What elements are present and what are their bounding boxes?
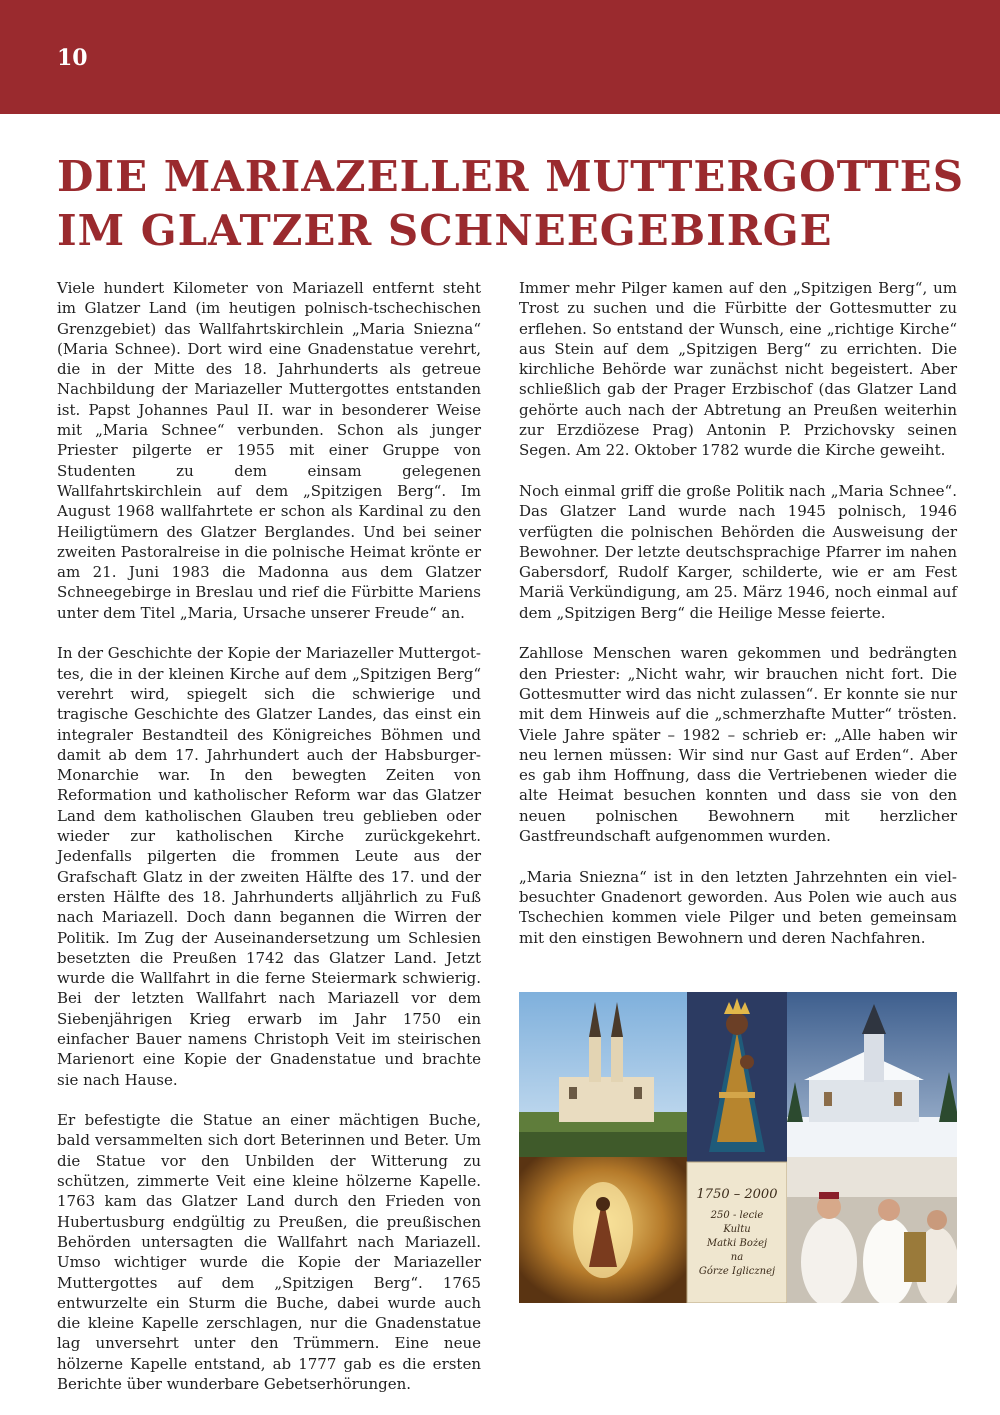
caption-line: na [730,1252,744,1263]
article-title [57,150,965,258]
caption-line: Górze Iglicznej [698,1266,776,1277]
title-line-1: DIE MARIAZELLER MUTTERGOTTES [57,152,965,201]
paragraph: Er befestigte die Statue an einer mächtigen Buche, bald versammelten sich dort Beterinnen und Beter. Um die Statue vor den Unbilden der Witterung zu schützen, zimmerte Veit eine kleine hölzerne Kapelle. 1763 kam das Glatzer Land durch den Frieden von Hubertusburg endgültig zu Preußen, die preußischen Behörden untersagten die Wallfahrt nach Mariazell. Umso wichtiger wurde die Kopie der Mariazeller Muttergottes auf dem „Spitzigen Berg“. 1765 entwurzelte ein Sturm die Buche, dabei wurde auch die kleine Kapelle zerschlagen, nur die Gnadenstatue lag unversehrt unter den Trümmern. Eine neue hölzerne Kapelle entstand, ab 1777 gab es die ersten Berichte über wunderbare Gebetserhörungen. [57,1111,481,1394]
paragraph: Zahllose Menschen waren gekommen und bedrängten den Priester: „Nicht wahr, wir brauchen nicht fort. Die Gottesmutter wird das nicht zulassen“. Er konnte sie nur mit dem Hinweis auf die „schmerzhafte Mutter“ trösten. Viele Jahre später – 1982 – schrieb er: „Alle haben wir neu lernen müssen: Wir sind nur Gast auf Erden“. Aber es gab ihm Hoffnung, dass die Vertriebenen wieder die alte Heimat besuchen konnten und dass sie von den neuen polnischen Bewohnern mit herzlicher Gastfreundschaft aufgenommen wurden. [519,644,957,846]
paragraph: Noch einmal griff die große Politik nach „Maria Schnee“. Das Glatzer Land wurde nach 1945 polnisch, 1946 verfügten die polnischen Behörden die Ausweisung der Bewohner. Der letzte deutschsprachige Pfarrer im nahen Gabersdorf, Rudolf Karger, schilderte, wie er am Fest Mariä Verkündigung, am 25. März 1946, noch einmal auf dem „Spitzigen Berg“ die Heilige Messe feierte. [519,481,957,622]
paragraph: „Maria Sniezna“ ist in den letzten Jahrzehnten ein vielbesuchter Gnadenort geworden. Aus Polen wie auch aus Tschechien kommen viele Pilger und beten gemeinsam mit den einstigen Bewohnern und deren Nachfahren. [519,867,957,947]
caption-line: Kultu [723,1224,751,1235]
ceremony-photo [787,1157,957,1303]
page-number: 10 [57,45,88,71]
golden-shrine-photo [519,1157,687,1303]
paragraph: Viele hundert Kilometer von Mariazell entfernt steht im Glatzer Land (im heutigen polnisch-tschechischen Grenzgebiet) das Wallfahrtskirchlein „Maria Sniezna“ (Maria Schnee). Dort wird eine Gnadenstatue verehrt, die in der Mitte des 18. Jahrhunderts als getreue Nachbildung der Mariazeller Muttergottes entstanden ist. Papst Johannes Paul II. war in besonderer Weise mit „Maria Schnee“ verbunden. Schon als junger Priester pilgerte er 1955 mit einer Gruppe von Studenten zu dem einsam gelegenen Wallfahrtskirchlein auf dem „Spitzigen Berg“. Im August 1968 wallfahrtete er schon als Kardinal zu den Heiligtümern des Glatzer Berglandes. Und bei seiner zweiten Pastoralreise in die polnische Heimat krönte er am 21. Juni 1983 die Madonna aus dem Glatzer Schneegebirge in Breslau und rief die Fürbitte Mariens unter dem Titel „Maria, Ursache unserer Freude“ an. [57,279,481,622]
header-band [0,0,1000,114]
caption-line: 250 - lecie [710,1210,764,1221]
title-line-2: IM GLATZER SCHNEEGEBIRGE [57,206,833,255]
caption-years: 1750 – 2000 [696,1187,778,1202]
caption-line: Matki Bożej [706,1238,768,1249]
madonna-statue-photo [687,992,787,1162]
caption-plate [687,1162,787,1303]
basilica-photo [519,992,694,1157]
left-column [57,278,481,1415]
paragraph: Immer mehr Pilger kamen auf den „Spitzigen Berg“, um Trost zu suchen und die Fürbitte der Gottesmutter zu erflehen. So entstand der Wunsch, eine „richtige Kirche“ aus Stein auf dem „Spitzigen Berg“ zu errichten. Die kirchliche Behörde war zunächst nicht begeistert. Aber schließlich gab der Prager Erzbischof (das Glatzer Land gehörte auch nach der Abtretung an Preußen weiterhin zur Erzdiözese Prag) Antonin P. Przichovsky seinen Segen. Am 22. Oktober 1782 wurde die Kirche geweiht. [519,279,957,460]
paragraph: In der Geschichte der Kopie der Mariazeller Muttergottes, die in der kleinen Kirche auf dem „Spitzigen Berg“ verehrt wird, spiegelt sich die schwierige und tragische Geschichte des Glatzer Landes, das einst ein integraler Bestandteil des Königreiches Böhmen und damit ab dem 17. Jahrhundert auch der Habsburger-Monarchie war. In den bewegten Zeiten von Reformation und katholischer Reform war das Glatzer Land dem katholischen Glauben treu geblieben oder wieder zur katholischen Kirche zurückgekehrt. Jedenfalls pilgerten die frommen Leute aus der Grafschaft Glatz in der zweiten Hälfte des 17. und der ersten Hälfte des 18. Jahrhunderts alljährlich zu Fuß nach Mariazell. Doch dann begannen die Wirren der Politik. Im Zug der Auseinandersetzung um Schlesien besetzten die Preußen 1742 das Glatzer Land. Jetzt wurde die Wallfahrt in die ferne Steiermark schwierig. Bei der letzten Wallfahrt nach Mariazell vor dem Siebenjährigen Krieg erwarb im Jahr 1750 ein einfacher Bauer namens Christoph Veit im steirischen Marienort eine Kopie der Gnadenstatue und brachte sie nach Hause. [57,644,481,1089]
winter-church-photo [784,992,957,1157]
right-column [519,278,957,968]
photo-collage [519,992,957,1303]
